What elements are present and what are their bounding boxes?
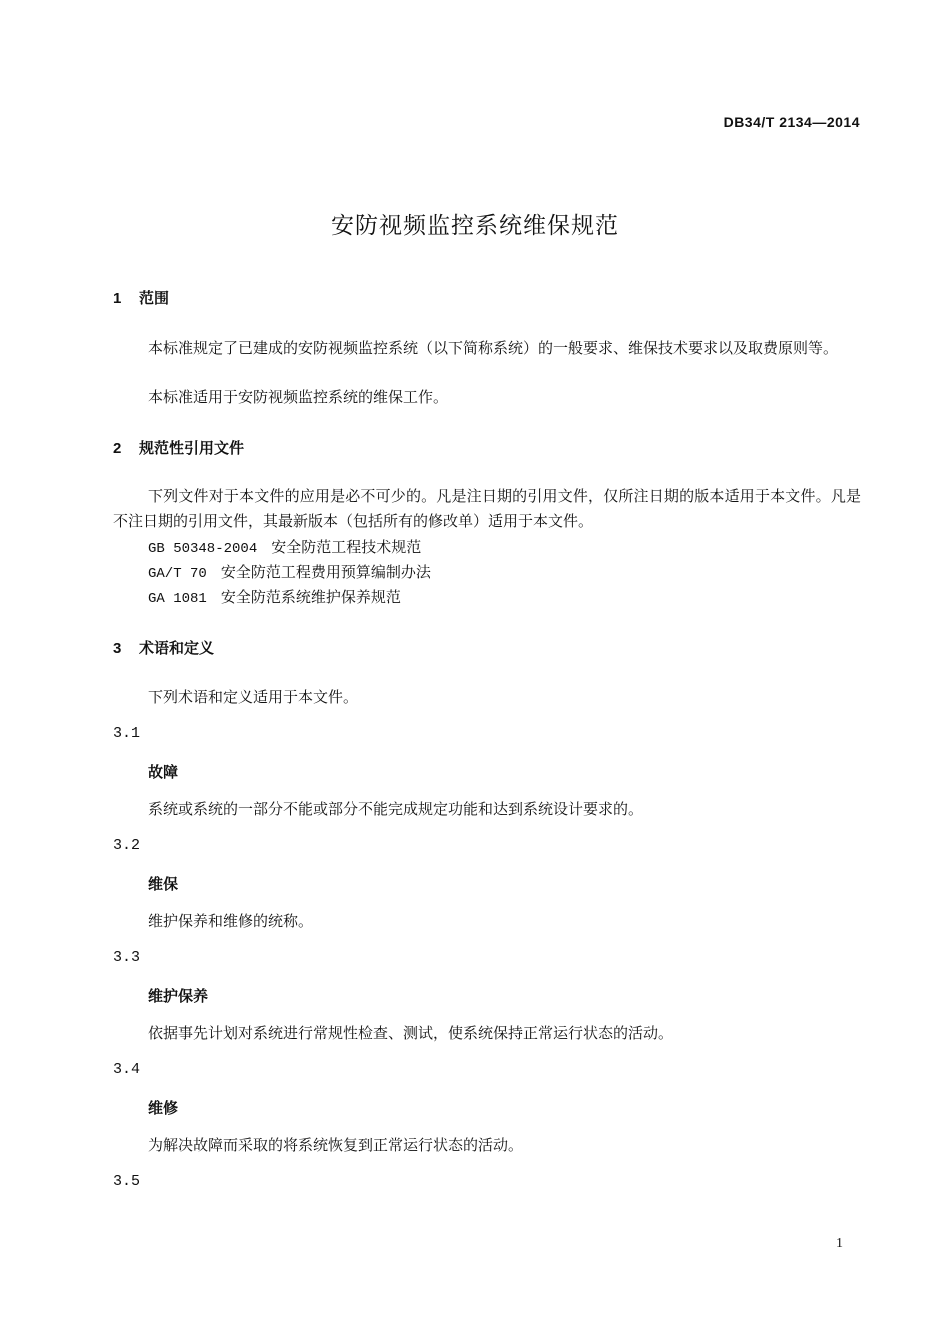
section-number: 1 [113,290,122,307]
section-2-heading [113,437,244,458]
reference-code: GA/T 70 [148,566,207,582]
document-title: 安防视频监控系统维保规范 [331,213,619,239]
reference-name: 安全防范系统维护保养规范 [220,588,401,606]
normative-references-paragraph: 下列文件对于本文件的应用是必不可少的。凡是注日期的引用文件，仅所注日期的版本适用于本文件。凡是不注日期的引用文件，其最新版本（包括所有的修改单）适用于本文件。 [113,487,861,530]
term-definition: 依据事先计划对系统进行常规性检查、测试，使系统保持正常运行状态的活动。 [148,1024,674,1042]
term-number: 3.4 [113,1061,141,1078]
section-1-heading [113,287,169,308]
section-title: 范围 [139,289,170,307]
term-definition: 维护保养和维修的统称。 [148,912,314,930]
section-number: 3 [113,640,122,657]
term-name: 维保 [148,875,179,893]
reference-item [148,586,401,607]
reference-code: GB 50348-2004 [148,541,258,557]
term-name: 维修 [148,1099,179,1117]
scope-paragraph-1: 本标准规定了已建成的安防视频监控系统（以下简称系统）的一般要求、维保技术要求以及取费原则等。 [148,339,839,357]
document-code: DB34/T 2134—2014 [723,114,860,130]
page-number: 1 [836,1236,843,1251]
section-number: 2 [113,440,122,457]
term-number: 3.1 [113,725,141,742]
scope-paragraph-2: 本标准适用于安防视频监控系统的维保工作。 [148,388,449,406]
section-title: 规范性引用文件 [139,439,245,457]
reference-name: 安全防范工程技术规范 [271,538,422,556]
section-3-heading [113,637,214,658]
reference-code: GA 1081 [148,591,207,607]
reference-item [148,561,431,582]
reference-item [148,536,421,557]
term-name: 故障 [148,763,179,781]
terms-intro-paragraph: 下列术语和定义适用于本文件。 [148,688,359,706]
term-definition: 为解决故障而采取的将系统恢复到正常运行状态的活动。 [148,1136,524,1154]
term-definition: 系统或系统的一部分不能或部分不能完成规定功能和达到系统设计要求的。 [148,800,644,818]
section-title: 术语和定义 [139,639,215,657]
reference-name: 安全防范工程费用预算编制办法 [220,563,431,581]
term-name: 维护保养 [148,987,209,1005]
term-number: 3.3 [113,949,141,966]
term-number: 3.5 [113,1173,141,1190]
term-number: 3.2 [113,837,141,854]
